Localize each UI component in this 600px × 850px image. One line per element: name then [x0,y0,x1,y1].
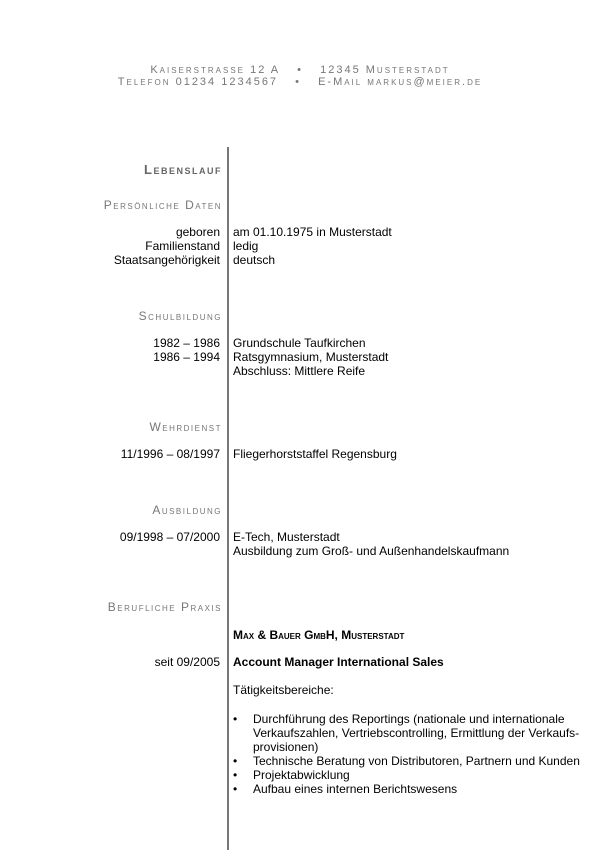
label-since: seit 09/2005 [154,655,220,669]
value-training-detail: Ausbildung zum Groß- und Außenhandelskaufmann [233,544,510,558]
value-born: am 01.10.1975 in Musterstadt [233,225,392,239]
label-nationality: Staatsangehörigkeit [113,253,220,267]
page-title: Lebenslauf [144,162,222,177]
city: 12345 Musterstadt [320,64,450,76]
value-school-degree: Abschluss: Mittlere Reife [233,364,366,378]
section-heading-personal: Persönliche Daten [103,198,222,212]
value-school: Ratsgymnasium, Musterstadt [233,350,389,364]
section-heading-career: Berufliche Praxis [107,600,222,614]
email[interactable]: E-Mail markus@meier.de [318,76,483,88]
label-born: geboren [175,225,220,239]
bullet-icon: • [233,768,238,782]
value-nationality: deutsch [233,253,276,267]
list-item-text: Durchführung des Reportings (nationale und internationale Verkaufszahlen, Vertriebscontrolling, Ermittlung der Verkaufs-provisionen) [253,712,580,754]
label-marital-status: Familienstand [145,239,220,253]
bullet-icon: • [233,754,238,768]
section-heading-training: Ausbildung [152,503,222,517]
phone: Telefon 01234 1234567 [117,76,279,88]
list-item-text: Projektabwicklung [253,768,350,782]
bullet-icon: • [233,712,238,726]
list-item-text: Technische Beratung von Distributoren, Partnern und Kunden [253,754,580,768]
vertical-divider [227,147,229,850]
areas-label: Tätigkeitsbereiche: [233,683,334,697]
address: Kaiserstrasse 12 A [150,64,281,76]
separator: • [297,64,304,76]
label-training-dates: 09/1998 – 07/2000 [119,530,220,544]
value-school: Grundschule Taufkirchen [233,336,366,350]
position-title: Account Manager International Sales [233,655,444,669]
section-heading-school: Schulbildung [138,309,222,323]
header-contact-line [0,76,600,88]
value-training: E-Tech, Musterstadt [233,530,340,544]
label-school-dates: 1982 – 1986 [153,336,220,350]
section-heading-military: Wehrdienst [149,420,222,434]
company-name: Max & Bauer GmbH, Musterstadt [233,628,405,642]
value-marital-status: ledig [233,239,259,253]
header-address-line [0,64,600,76]
value-military: Fliegerhorststaffel Regensburg [233,447,397,461]
label-military-dates: 11/1996 – 08/1997 [120,447,220,461]
separator: • [295,76,301,88]
bullet-icon: • [233,782,238,796]
label-school-dates: 1986 – 1994 [153,350,220,364]
list-item-text: Aufbau eines internen Berichtswesens [253,782,458,796]
